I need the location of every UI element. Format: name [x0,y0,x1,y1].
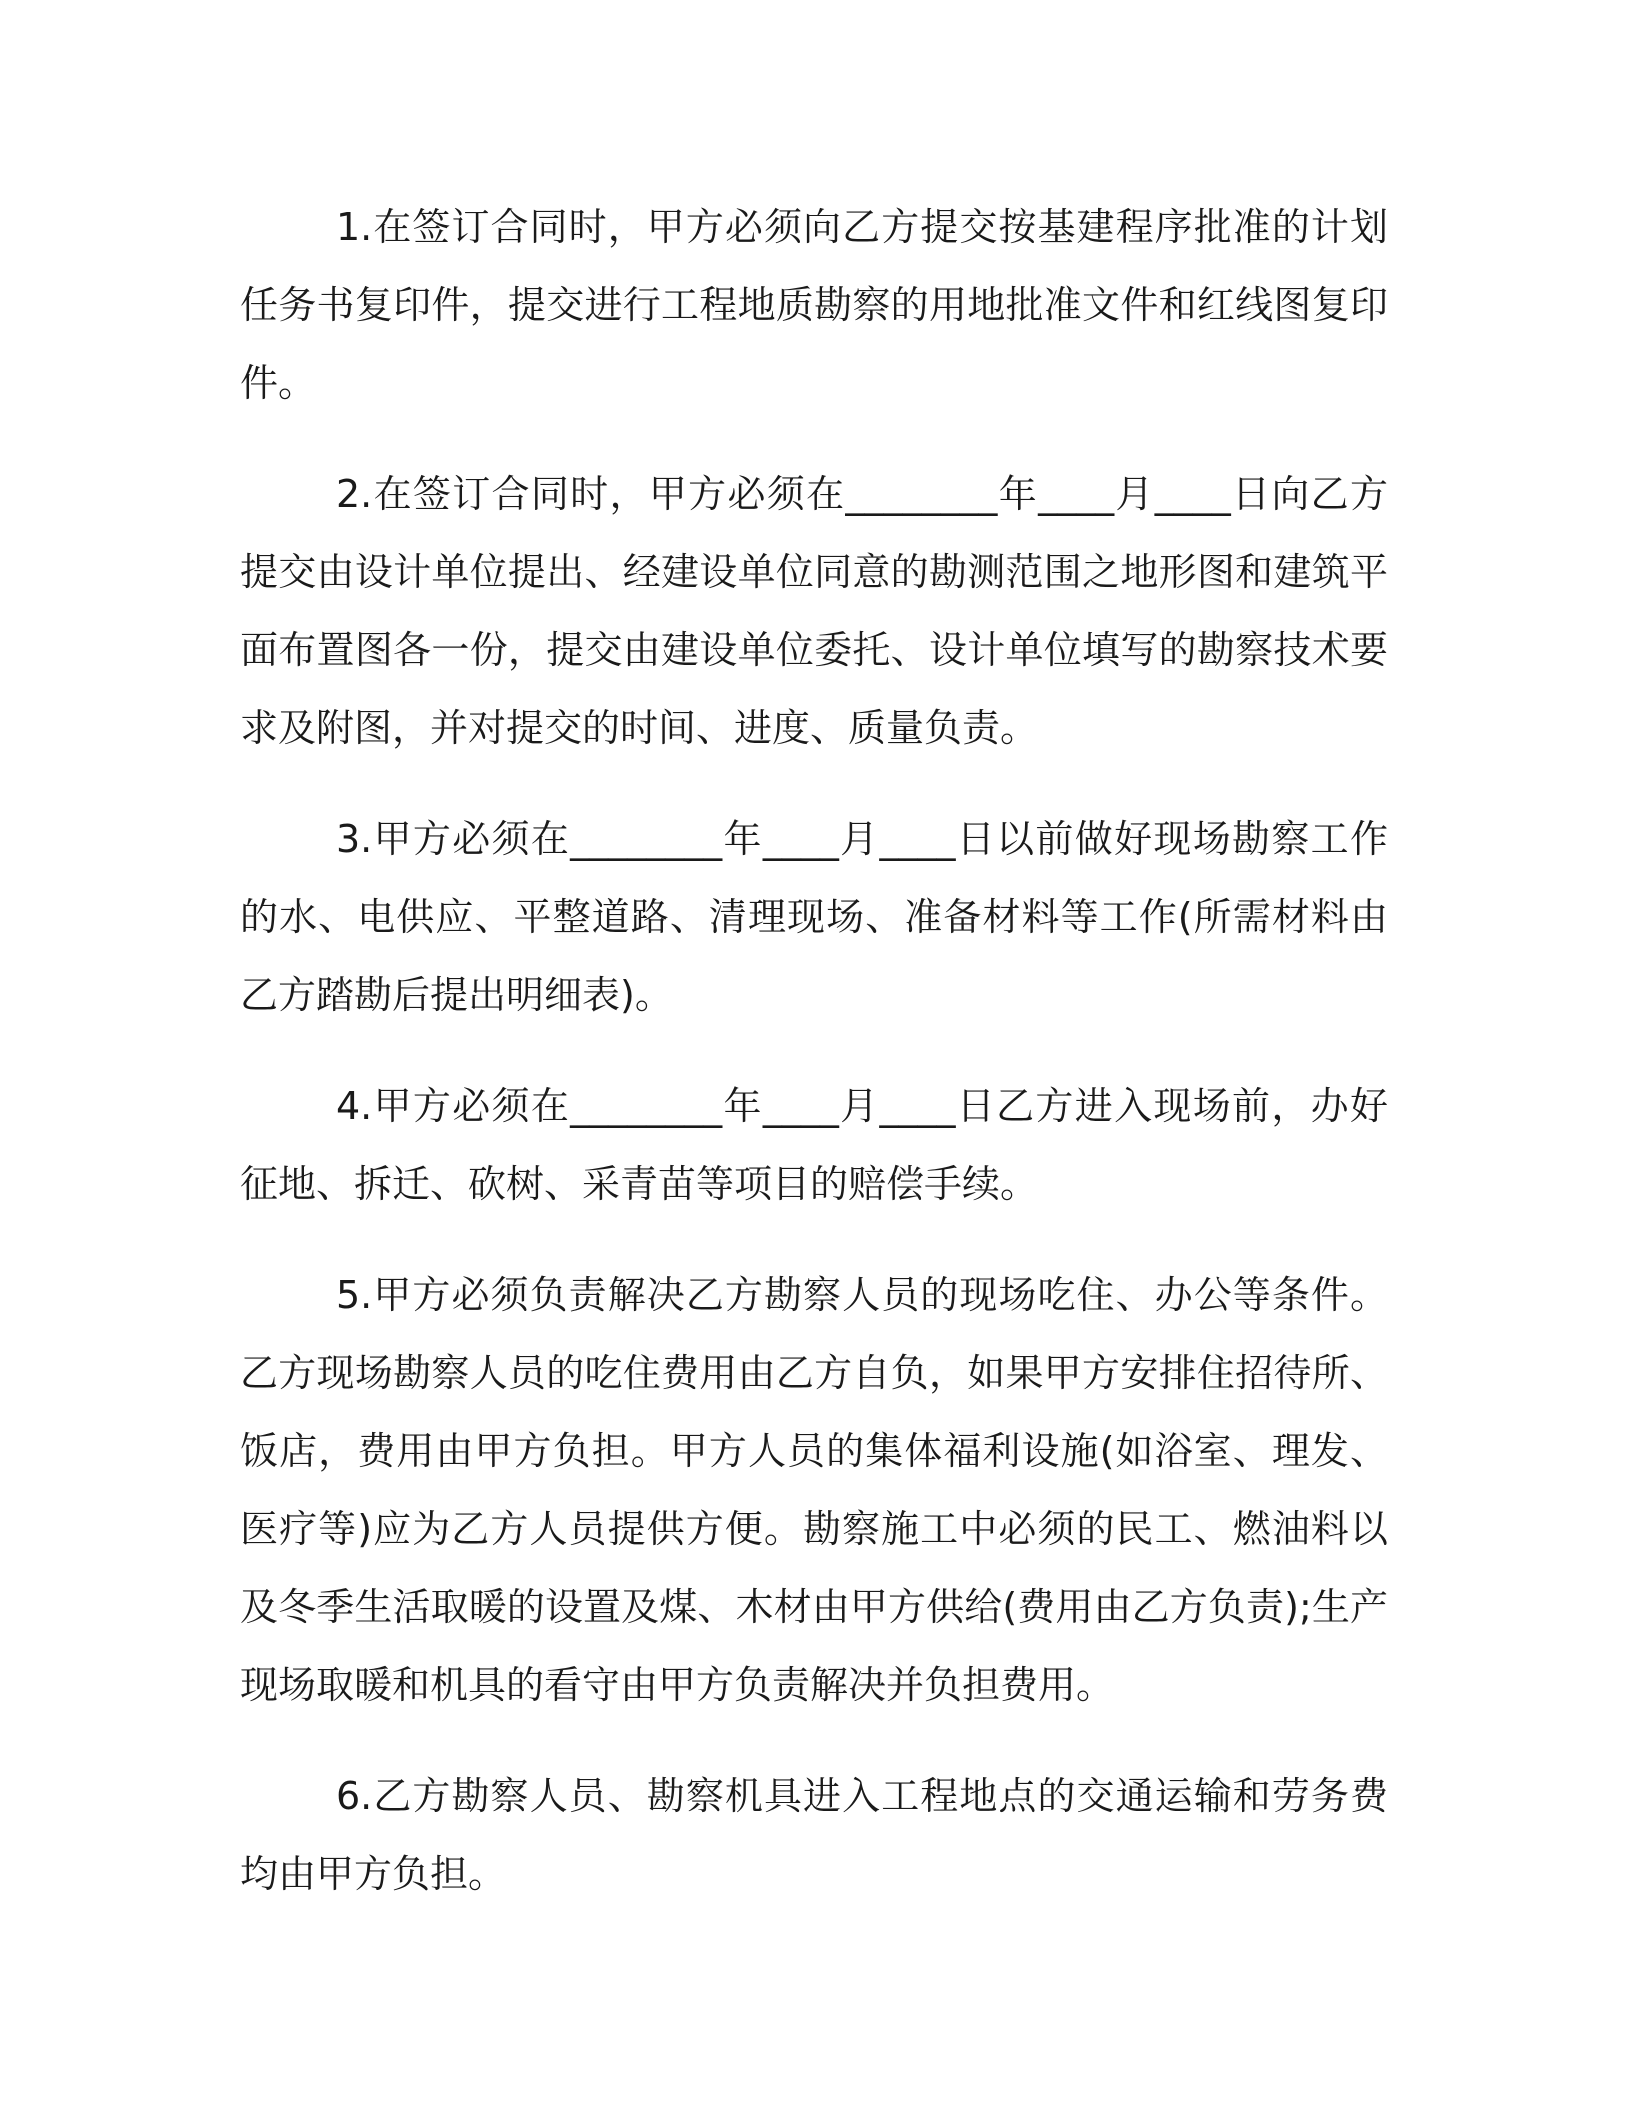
clause-1: 1.在签订合同时，甲方必须向乙方提交按基建程序批准的计划任务书复印件，提交进行工程地质勘察的用地批准文件和红线图复印件。 [240,205,1388,405]
clause-3: 3.甲方必须在________年____月____日以前做好现场勘察工作的水、电供应、平整道路、清理现场、准备材料等工作(所需材料由乙方踏勘后提出明细表)。 [240,817,1388,1017]
document-page [240,188,1388,1946]
clause-2: 2.在签订合同时，甲方必须在________年____月____日向乙方提交由设计单位提出、经建设单位同意的勘测范围之地形图和建筑平面布置图各一份，提交由建设单位委托、设计单位填写的勘察技术要求及附图，并对提交的时间、进度、质量负责。 [240,472,1388,750]
clause-5: 5.甲方必须负责解决乙方勘察人员的现场吃住、办公等条件。乙方现场勘察人员的吃住费用由乙方自负，如果甲方安排住招待所、饭店，费用由甲方负担。甲方人员的集体福利设施(如浴室、理发、医疗等)应为乙方人员提供方便。勘察施工中必须的民工、燃油料以及冬季生活取暖的设置及煤、木材由甲方供给(费用由乙方负责);生产现场取暖和机具的看守由甲方负责解决并负担费用。 [240,1273,1388,1707]
clause-6: 6.乙方勘察人员、勘察机具进入工程地点的交通运输和劳务费均由甲方负担。 [240,1774,1388,1896]
clause-4: 4.甲方必须在________年____月____日乙方进入现场前，办好征地、拆迁、砍树、采青苗等项目的赔偿手续。 [240,1084,1388,1206]
